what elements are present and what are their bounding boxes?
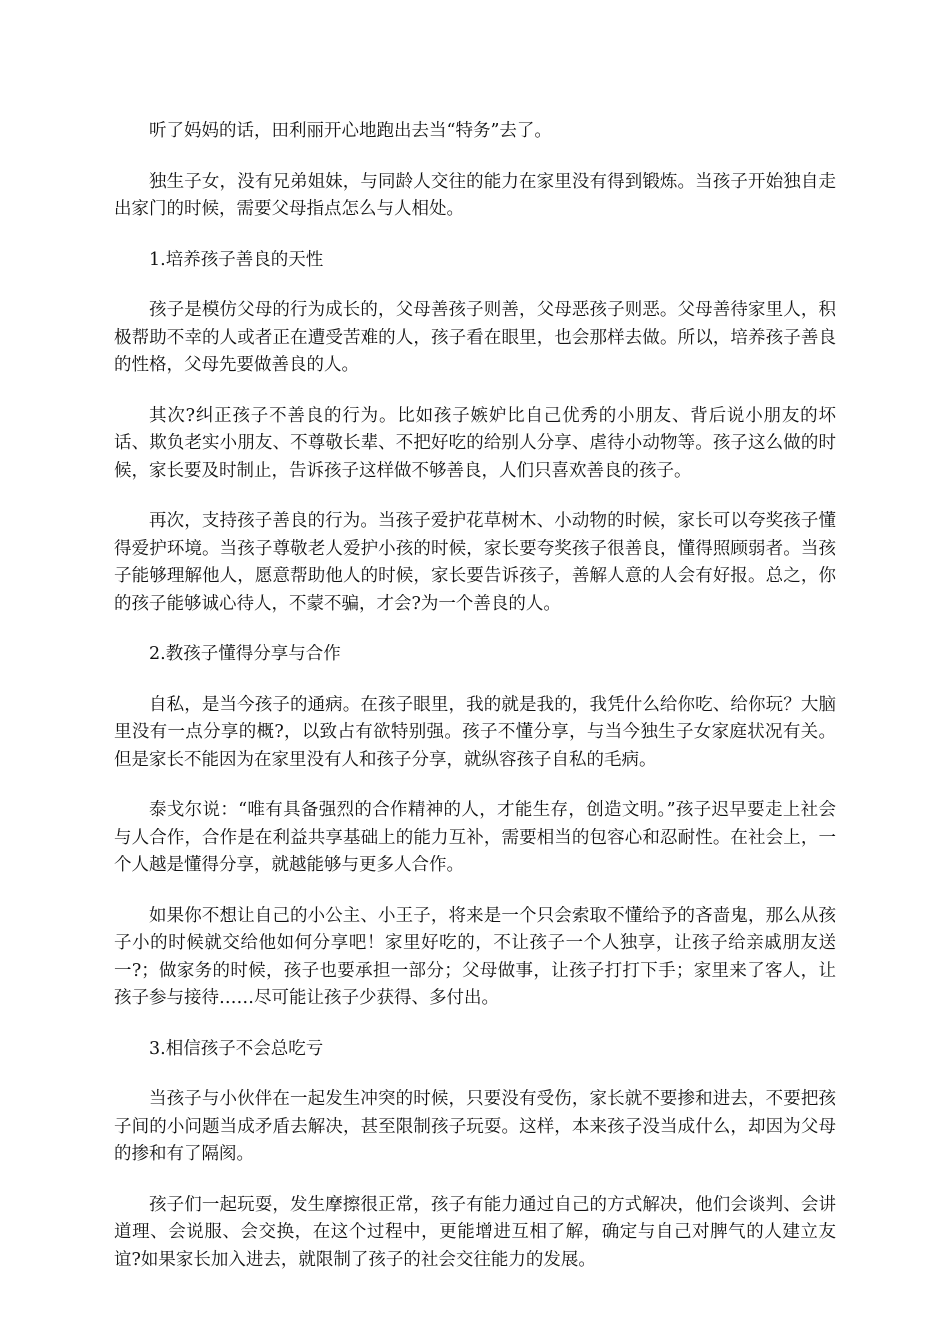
paragraph-intro: 听了妈妈的话，田利丽开心地跑出去当“特务”去了。 <box>149 121 552 141</box>
section-heading-sharing: 2.教孩子懂得分享与合作 <box>149 644 341 664</box>
paragraph-only-child: 独生子女，没有兄弟姐妹，与同龄人交往的能力在家里没有得到锻炼。当孩子开始独自走出家门的时候，需要父母指点怎么与人相处。 <box>114 171 836 219</box>
paragraph-tagore-quote: 泰戈尔说：“唯有具备强烈的合作精神的人，才能生存，创造文明。”孩子迟早要走上社会与人合作，合作是在利益共享基础上的能力互补，需要相当的包容心和忍耐性。在社会上，一个人越是懂得分享，就越能够与更多人合作。 <box>114 800 836 875</box>
document-body <box>114 118 836 1297</box>
paragraph-imitate-parents: 孩子是模仿父母的行为成长的，父母善孩子则善，父母恶孩子则恶。父母善待家里人，积极帮助不幸的人或者正在遭受苦难的人，孩子看在眼里，也会那样去做。所以，培养孩子善良的性格，父母先要做善良的人。 <box>114 300 836 375</box>
paragraph-conflict: 当孩子与小伙伴在一起发生冲突的时候，只要没有受伤，家长就不要掺和进去，不要把孩子间的小问题当成矛盾去解决，甚至限制孩子玩耍。这样，本来孩子没当成什么，却因为父母的掺和有了隔阂。 <box>114 1089 836 1164</box>
section-heading-trust: 3.相信孩子不会总吃亏 <box>149 1038 324 1059</box>
paragraph-correct-behavior: 其次?纠正孩子不善良的行为。比如孩子嫉妒比自己优秀的小朋友、背后说小朋友的坏话、欺负老实小朋友、不尊敬长辈、不把好吃的给别人分享、虐待小动物等。孩子这么做的时候，家长要及时制止，告诉孩子这样做不够善良，人们只喜欢善良的孩子。 <box>114 405 836 481</box>
paragraph-selfishness: 自私，是当今孩子的通病。在孩子眼里，我的就是我的，我凭什么给你吃、给你玩？大脑里没有一点分享的概?，以致占有欲特别强。孩子不懂分享，与当今独生子女家庭状况有关。但是家长不能因为在家里没有人和孩子分享，就纵容孩子自私的毛病。 <box>114 694 836 770</box>
paragraph-friction: 孩子们一起玩耍，发生摩擦很正常，孩子有能力通过自己的方式解决，他们会谈判、会讲道理、会说服、会交换，在这个过程中，更能增进互相了解，确定与自己对脾气的人建立友谊?如果家长加入进去，就限制了孩子的社会交往能力的发展。 <box>114 1194 836 1270</box>
section-heading-kindness: 1.培养孩子善良的天性 <box>149 249 324 270</box>
paragraph-support-kindness: 再次，支持孩子善良的行为。当孩子爱护花草树木、小动物的时候，家长可以夸奖孩子懂得爱护环境。当孩子尊敬老人爱护小孩的时候，家长要夸奖孩子很善良，懂得照顾弱者。当孩子能够理解他人，愿意帮助他人的时候，家长要告诉孩子，善解人意的人会有好报。总之，你的孩子能够诚心待人，不蒙不骗，才会?为一个善良的人。 <box>114 511 836 614</box>
paragraph-teach-sharing: 如果你不想让自己的小公主、小王子，将来是一个只会索取不懂给予的吝啬鬼，那么从孩子小的时候就交给他如何分享吧！家里好吃的，不让孩子一个人独享，让孩子给亲戚朋友送一?；做家务的时候，孩子也要承担一部分；父母做事，让孩子打打下手；家里来了客人，让孩子参与接待……尽可能让孩子少获得、多付出。 <box>114 905 836 1008</box>
